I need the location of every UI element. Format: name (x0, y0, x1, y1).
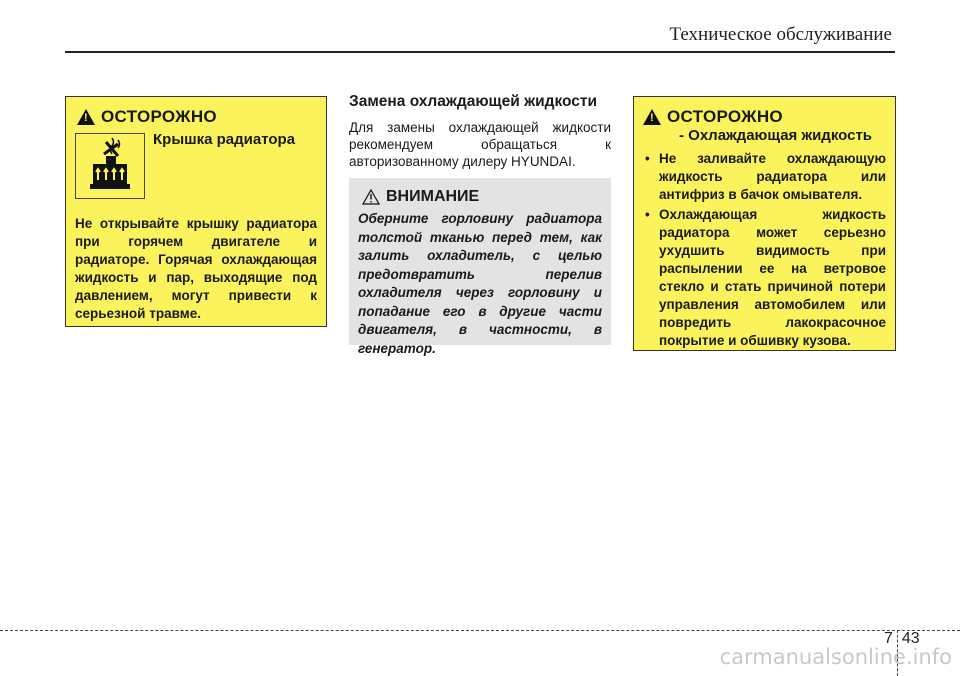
notice-box (349, 178, 611, 356)
chapter-number: 7 (884, 630, 893, 647)
warning-text: Не открывайте крышку радиатора при горячем двигателе и радиаторе. Горячая охлаждающая жидкость и пар, выходящие под давлением, могут привести к серьезной травме. (75, 216, 317, 321)
warning-heading-text: ОСТОРОЖНО (101, 107, 217, 126)
caution-triangle-icon (362, 189, 380, 205)
warning-triangle-icon (77, 109, 95, 125)
warning-box-radiator-cap (65, 96, 327, 327)
section-body: Для замены охлаждающей жидкости рекомендуем обращаться к авторизованному дилеру HYUNDAI. (349, 120, 611, 169)
list-item: • Не заливайте охлаждающую жидкость радиатора или антифриз в бачок омывателя. (643, 150, 886, 204)
warning-subheading: Крышка радиатора (153, 131, 296, 148)
notice-text: Оберните горловину радиатора толстой тканью перед тем, как залить охладитель, с целью предотвратить перелив охладителя через горловину и попадание его в другие части двигателя, в частности, в генератор. (358, 211, 602, 356)
watermark: carmanualsonline.info (719, 645, 952, 669)
warning-subheading: - Охлаждающая жидкость (679, 127, 873, 144)
page-number-value: 43 (901, 630, 920, 647)
header-divider (65, 51, 895, 53)
section-title: Техническое обслуживание (669, 24, 892, 45)
warning-box-coolant (633, 96, 896, 351)
warning-triangle-icon (643, 109, 661, 125)
footer-divider (0, 630, 960, 631)
hot-radiator-icon (75, 133, 145, 199)
list-item: • Охлаждающая жидкость радиатора может серьезно ухудшить видимость при распылении ее на ветровое стекло и стать причиной потери управления автомобилем или повредить лакокрасочное покрытие и обшивку кузова. (643, 206, 886, 350)
coolant-replacement-section (349, 93, 611, 170)
warning-heading (643, 107, 886, 127)
warning-heading-text: ОСТОРОЖНО (667, 107, 783, 126)
warning-heading (77, 107, 317, 127)
section-heading: Замена охлаждающей жидкости (349, 93, 598, 110)
notice-heading (362, 188, 602, 206)
notice-heading-text: ВНИМАНИЕ (386, 188, 480, 205)
warning-list (643, 150, 886, 350)
